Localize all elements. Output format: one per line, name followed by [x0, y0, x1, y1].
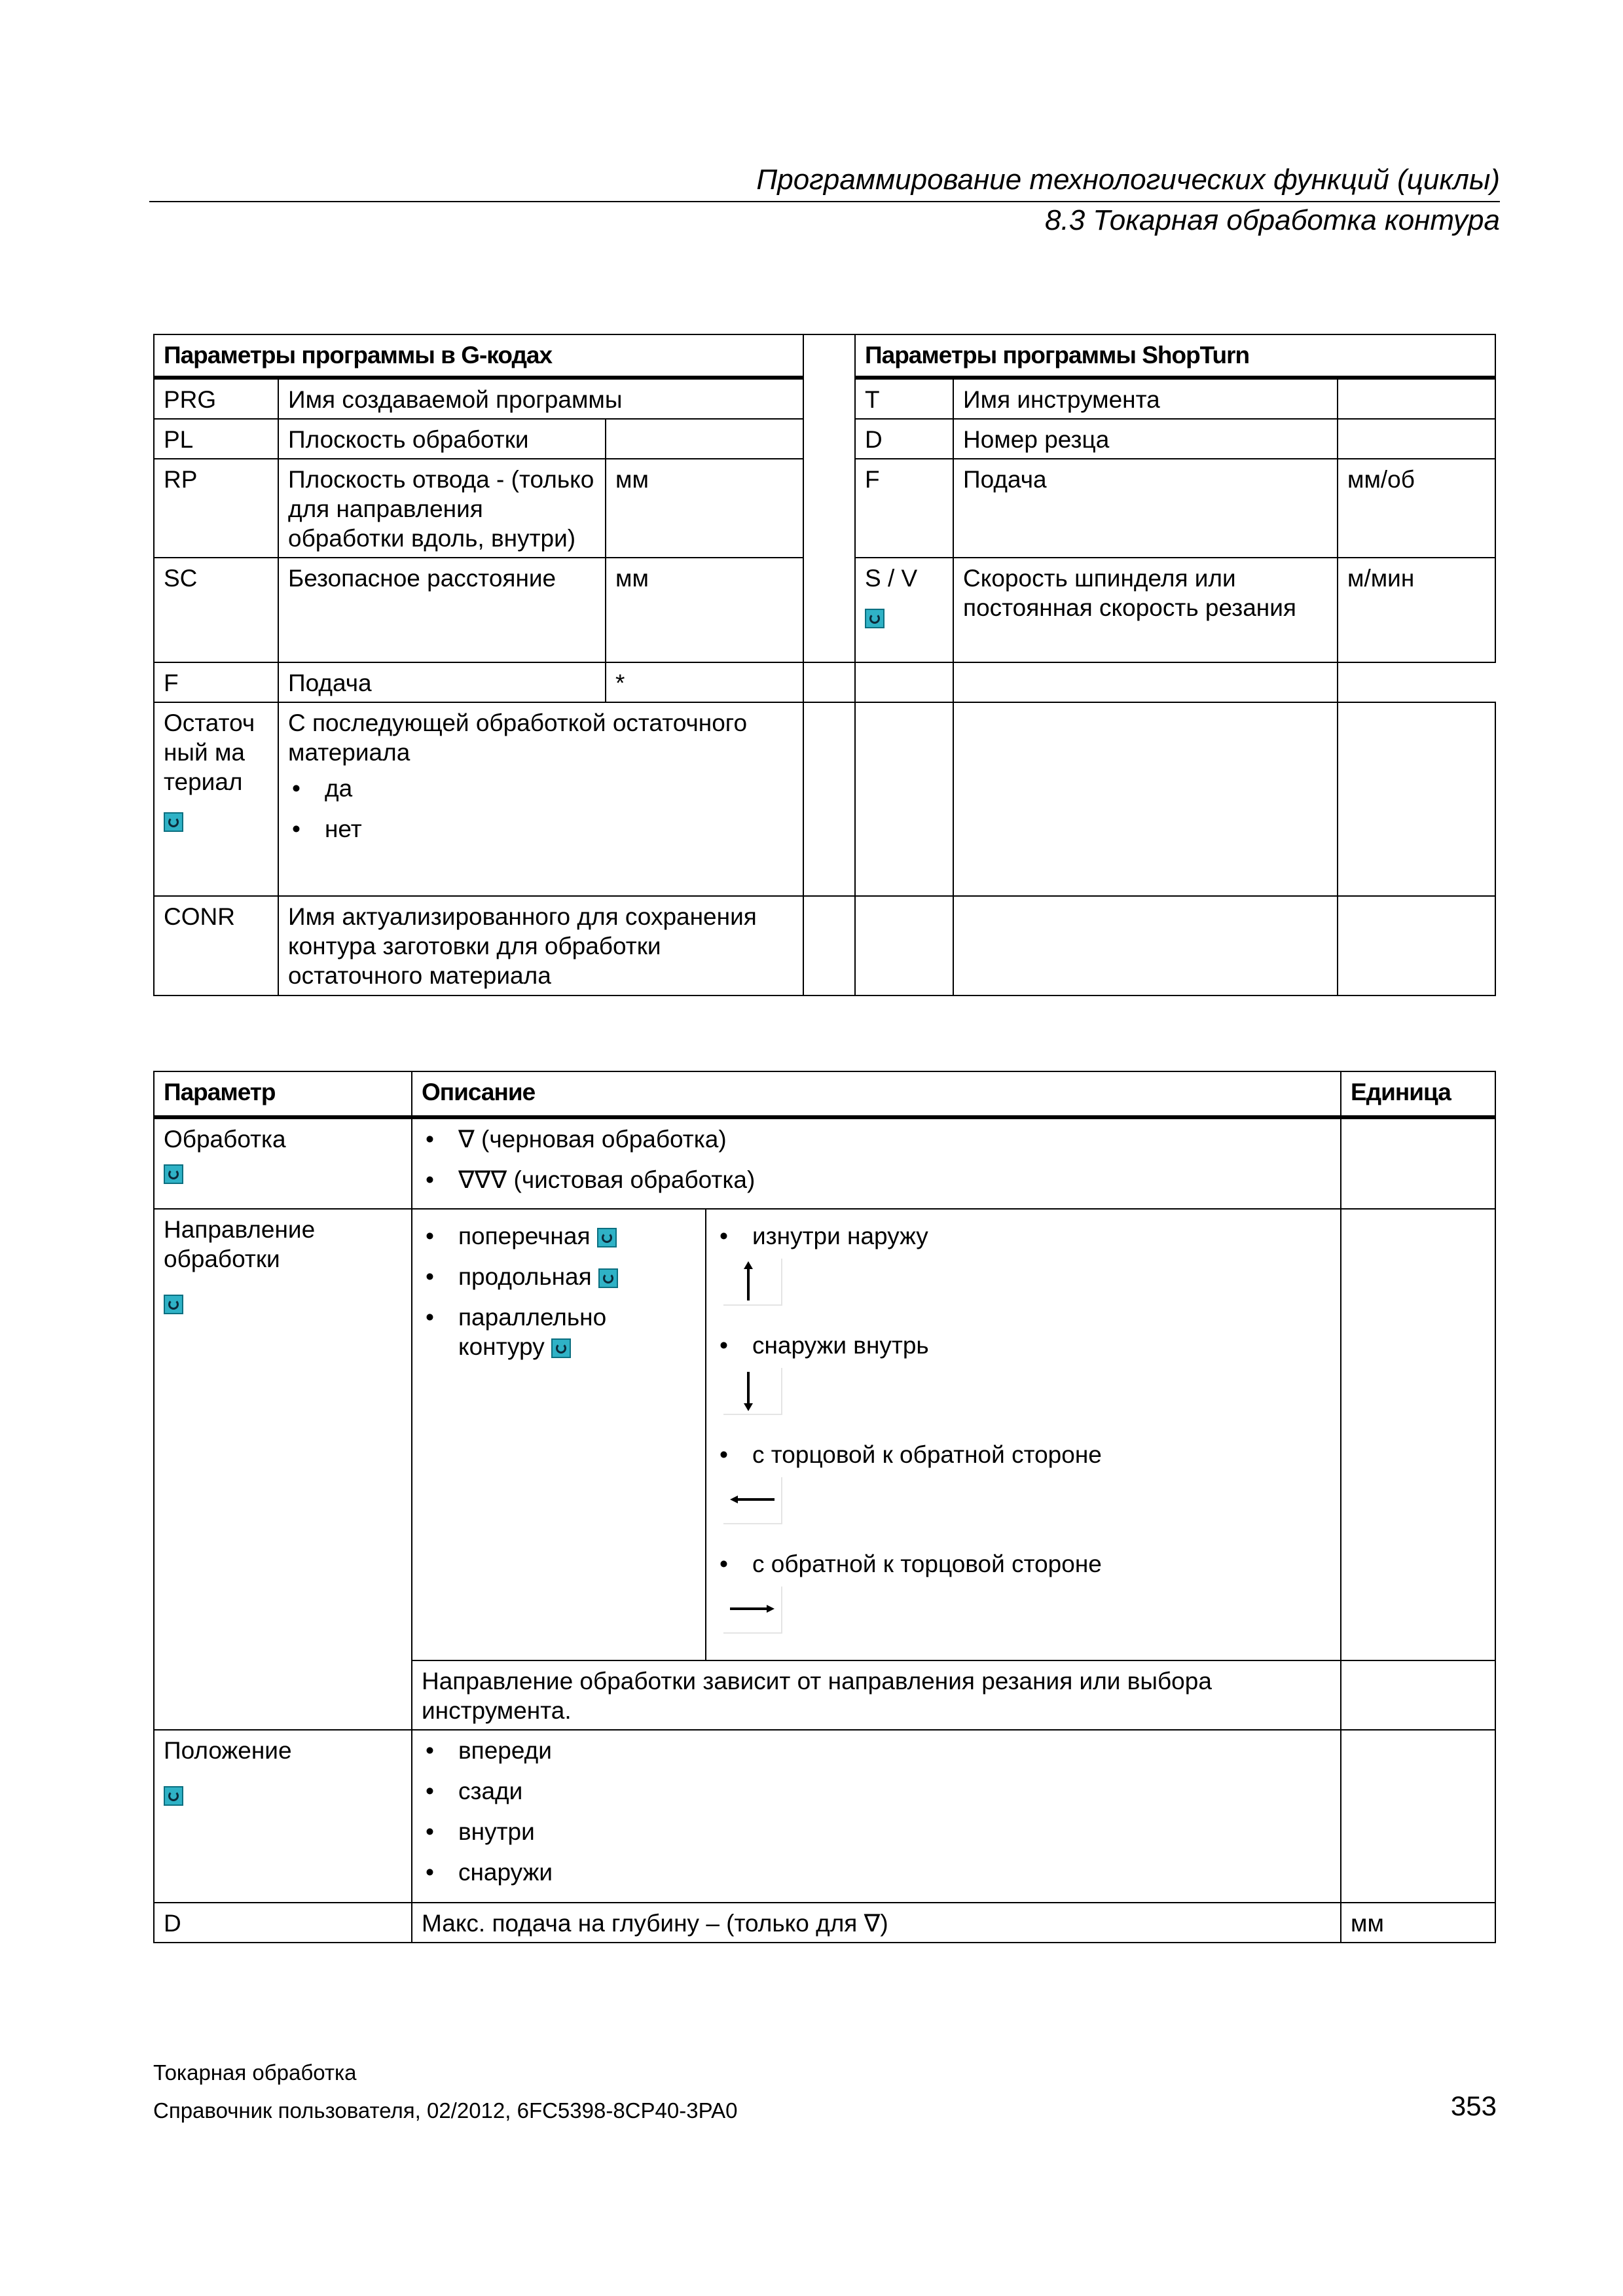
direction-options-cell: [706, 1209, 1341, 1660]
direction-type-cell: [412, 1209, 706, 1660]
param-name: Остаточный материал: [164, 709, 255, 795]
arrow-down-icon: [723, 1368, 782, 1415]
param-desc: Плоскость отвода - (только для направления обработки вдоль, внутри): [278, 459, 606, 558]
empty-cell: [953, 662, 1338, 702]
param-desc-cell: [412, 1730, 1341, 1903]
option-list: [422, 1221, 696, 1361]
param-name: D: [855, 419, 953, 459]
header-unit: Единица: [1341, 1071, 1495, 1117]
header-parameter: Параметр: [154, 1071, 412, 1117]
list-item: • ∇∇∇ (чистовая обработка): [422, 1165, 1331, 1194]
param-name: S / V: [865, 565, 918, 592]
empty-cell: [1338, 702, 1495, 896]
param-unit: [1338, 419, 1495, 459]
list-item: • сзади: [422, 1776, 1331, 1806]
direction-list: [716, 1221, 1331, 1634]
param-desc-cell: [412, 1117, 1341, 1209]
param-unit: [1341, 1660, 1495, 1730]
list-item: • снаружи внутрь: [716, 1331, 1331, 1360]
param-unit: *: [606, 662, 803, 702]
empty-cell: [855, 702, 953, 896]
cycle-toggle-icon[interactable]: [164, 1295, 183, 1314]
list-item: • с торцовой к обратной стороне: [716, 1440, 1331, 1469]
list-item: • изнутри наружу: [716, 1221, 1331, 1251]
option-list: [422, 1736, 1331, 1887]
param-name: F: [154, 662, 278, 702]
list-item: • да: [288, 774, 793, 803]
arrow-right-icon: [723, 1587, 782, 1634]
param-name: Обработка: [164, 1126, 286, 1153]
gcode-params-header: Параметры программы в G-кодах: [154, 334, 803, 378]
param-name: Положение: [164, 1737, 292, 1764]
param-name: RP: [154, 459, 278, 558]
empty-cell: [1338, 896, 1495, 996]
empty-cell: [855, 896, 953, 996]
param-name: D: [154, 1903, 412, 1943]
param-name: PL: [154, 419, 278, 459]
section-title: 8.3 Токарная обработка контура: [1045, 204, 1500, 236]
chapter-title: Программирование технологических функций (циклы): [756, 164, 1500, 196]
param-name-cell: [154, 1209, 412, 1730]
param-desc: Макс. подача на глубину – (только для ∇): [412, 1903, 1341, 1943]
param-name: PRG: [154, 378, 278, 419]
list-item: • поперечная: [422, 1221, 696, 1251]
empty-cell: [855, 662, 953, 702]
param-desc: Подача: [278, 662, 606, 702]
shopturn-params-header: Параметры программы ShopTurn: [855, 334, 1495, 378]
param-name: SC: [154, 558, 278, 662]
param-unit: мм: [606, 459, 803, 558]
footer-manual: Справочник пользователя, 02/2012, 6FC5398-8CP40-3PA0: [153, 2098, 738, 2123]
cycle-toggle-icon[interactable]: [164, 1164, 183, 1184]
param-name-cell: [154, 702, 278, 896]
param-name-cell: [154, 1117, 412, 1209]
empty-cell: [803, 662, 855, 702]
param-desc-cell: [278, 702, 803, 896]
list-item: • ∇ (черновая обработка): [422, 1124, 1331, 1154]
param-desc: Безопасное расстояние: [278, 558, 606, 662]
param-name: T: [855, 378, 953, 419]
list-item: • снаружи: [422, 1857, 1331, 1887]
param-desc: Плоскость обработки: [278, 419, 606, 459]
list-item: • внутри: [422, 1817, 1331, 1846]
param-unit: мм/об: [1338, 459, 1495, 558]
empty-cell: [803, 702, 855, 896]
option-list: [288, 774, 793, 844]
header-divider: [149, 201, 1500, 202]
param-unit: мм: [606, 558, 803, 662]
empty-cell: [803, 896, 855, 996]
list-item: • нет: [288, 814, 793, 844]
arrow-up-icon: [723, 1259, 782, 1306]
param-name: F: [855, 459, 953, 558]
footer-title: Токарная обработка: [153, 2060, 357, 2085]
param-desc: Имя актуализированного для сохранения контура заготовки для обработки остаточного материала: [278, 896, 803, 996]
params-table-description: [153, 1071, 1496, 1943]
param-name-cell: [855, 558, 953, 662]
params-table-gcode-shopturn: [153, 334, 1496, 996]
param-desc: Скорость шпинделя или постоянная скорость резания: [953, 558, 1338, 662]
param-desc: С последующей обработкой остаточного материала: [288, 709, 748, 766]
param-unit: мм: [1341, 1903, 1495, 1943]
param-name-cell: [154, 1730, 412, 1903]
cycle-toggle-icon[interactable]: [164, 1786, 183, 1806]
param-name: CONR: [154, 896, 278, 996]
empty-cell: [953, 896, 1338, 996]
cycle-toggle-icon[interactable]: [598, 1268, 618, 1288]
param-unit: [1338, 378, 1495, 419]
list-item: • параллельно контуру: [422, 1302, 622, 1361]
list-item: • продольная: [422, 1262, 696, 1291]
param-unit: [1341, 1117, 1495, 1209]
cycle-toggle-icon[interactable]: [551, 1338, 571, 1358]
arrow-left-icon: [723, 1477, 782, 1524]
cycle-toggle-icon[interactable]: [865, 609, 884, 628]
page-number: 353: [1450, 2090, 1497, 2121]
cycle-toggle-icon[interactable]: [597, 1228, 617, 1247]
empty-cell: [953, 702, 1338, 896]
param-unit: м/мин: [1338, 558, 1495, 662]
param-unit: [606, 419, 803, 459]
param-name: Направление обработки: [164, 1216, 316, 1272]
param-desc: Номер резца: [953, 419, 1338, 459]
header-description: Описание: [412, 1071, 1341, 1117]
list-item: • впереди: [422, 1736, 1331, 1765]
param-unit: [1341, 1730, 1495, 1903]
direction-note: Направление обработки зависит от направления резания или выбора инструмента.: [412, 1660, 1341, 1730]
param-desc: Имя инструмента: [953, 378, 1338, 419]
param-unit: [1341, 1209, 1495, 1660]
param-desc: Подача: [953, 459, 1338, 558]
list-item: • с обратной к торцовой стороне: [716, 1549, 1331, 1579]
option-list: [422, 1124, 1331, 1194]
cycle-toggle-icon[interactable]: [164, 812, 183, 832]
param-desc: Имя создаваемой программы: [278, 378, 803, 419]
spacer-cell: [803, 334, 855, 662]
